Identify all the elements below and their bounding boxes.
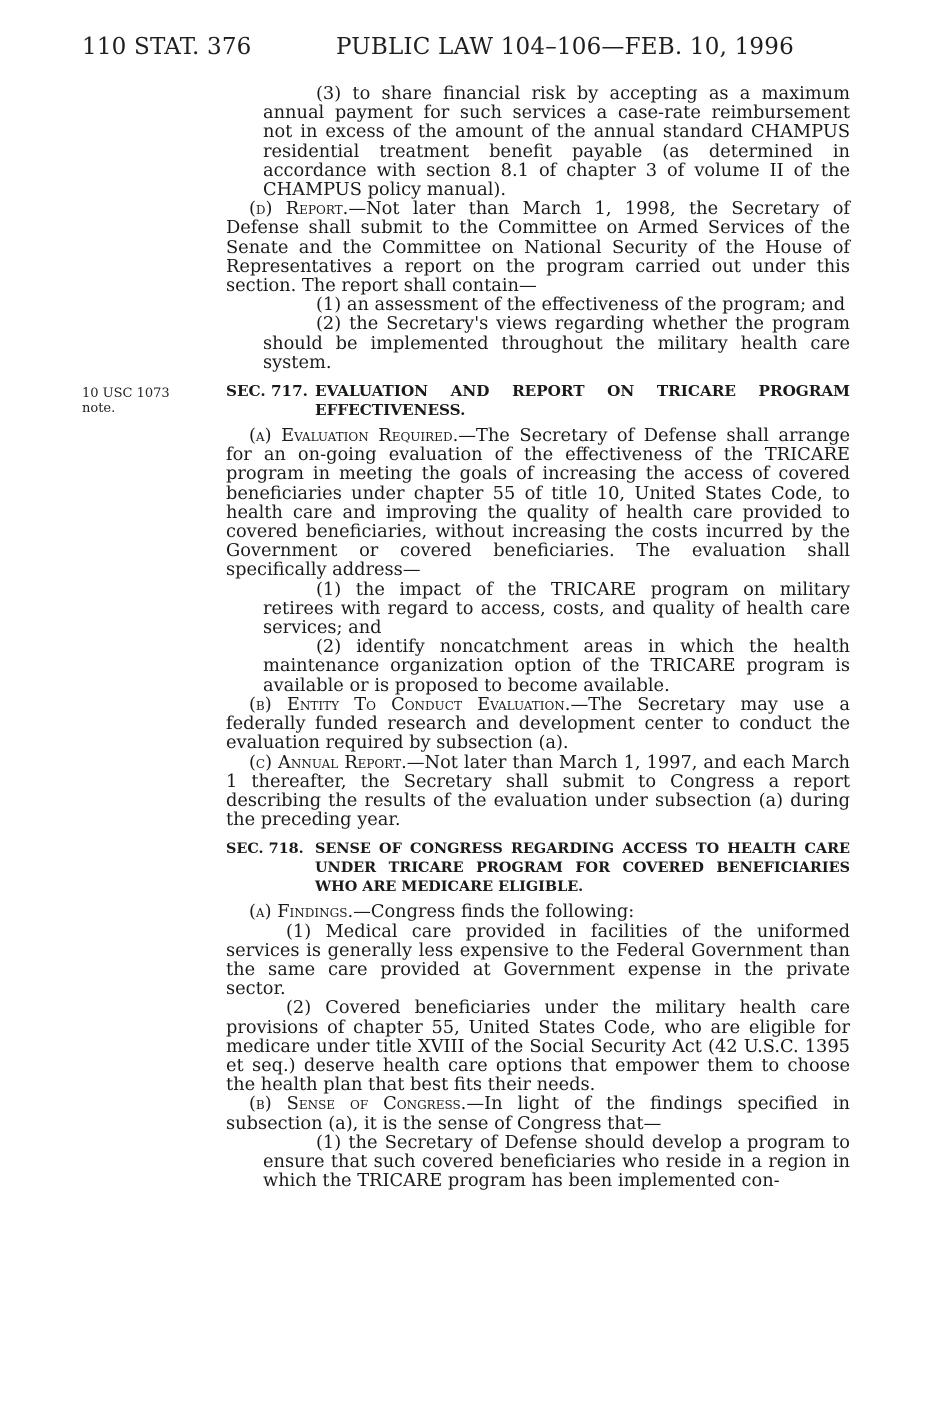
margin-note bbox=[82, 386, 192, 416]
paragraph-716-3: (3) to share financial risk by accepting as a maximum annual payment for such services a case-rate reimbursement not in excess of the amount of the annual standard CHAMPUS residential treatment benefit payable (as determined in accordance with section 8.1 of chapter 3 of volume II of the CHAMPUS policy manual). bbox=[263, 83, 850, 201]
section-title-line: EFFECTIVENESS. bbox=[315, 401, 466, 420]
margin-note-citation: 10 USC 1073 bbox=[82, 386, 170, 401]
section-title-line: EVALUATION AND REPORT ON TRICARE PROGRAM bbox=[315, 382, 850, 401]
subsection-heading: (b) Entity To Conduct Evaluation. bbox=[249, 693, 571, 715]
subsection-717-b bbox=[226, 695, 850, 753]
section-title-line: WHO ARE MEDICARE ELIGIBLE. bbox=[315, 878, 584, 896]
subsection-heading: (d) Report. bbox=[249, 198, 349, 220]
section-title-line: UNDER TRICARE PROGRAM FOR COVERED BENEFICIARIES bbox=[315, 859, 850, 877]
paragraph-718-a1: (1) Medical care provided in facilities of the uniformed services is generally less expensive to the Federal Government than the same care provided at Government expense in the private sector. bbox=[226, 920, 850, 1000]
section-title-line: SENSE OF CONGRESS REGARDING ACCESS TO HEALTH CARE bbox=[315, 840, 850, 858]
subsection-717-c bbox=[226, 753, 850, 830]
subsection-716-d bbox=[226, 199, 850, 295]
subsection-heading: (a) Findings. bbox=[249, 901, 354, 923]
section-number: SEC. 717. bbox=[226, 382, 308, 401]
section-heading-717 bbox=[226, 382, 850, 420]
subsection-718-b bbox=[226, 1094, 850, 1132]
paragraph-718-a2: (2) Covered beneficiaries under the military health care provisions of chapter 55, United States Code, who are eligible for medicare under title XVIII of the Social Security Act (42 U.S.C. 1395 et seq.) deserve health care options that empower them to choose the health plan that best fits their needs. bbox=[226, 997, 850, 1096]
subsection-heading: (c) Annual Report. bbox=[249, 751, 407, 773]
paragraph-717-a1: (1) the impact of the TRICARE program on military retirees with regard to access, costs, and quality of health care services; and bbox=[263, 578, 850, 639]
section-heading-718 bbox=[226, 839, 850, 896]
margin-note-label: note. bbox=[82, 401, 116, 416]
subsection-text: —The Secretary may use a federally funded research and development center to conduct the evaluation required by subsection (a). bbox=[226, 693, 850, 754]
subsection-heading: (b) Sense of Congress. bbox=[249, 1093, 467, 1115]
body-text bbox=[226, 84, 850, 1190]
statute-page-number: 110 STAT. 376 bbox=[82, 34, 252, 60]
paragraph-718-b1: (1) the Secretary of Defense should develop a program to ensure that such covered beneficiaries who reside in a region in which the TRICARE program has been implemented con- bbox=[263, 1131, 850, 1192]
subsection-717-a bbox=[226, 426, 850, 580]
paragraph-716-d2: (2) the Secretary's views regarding whether the program should be implemented throughout the military health care system. bbox=[263, 313, 850, 373]
section-number: SEC. 718. bbox=[226, 840, 304, 858]
subsection-text: —Congress finds the following: bbox=[353, 901, 635, 923]
paragraph-716-d1: (1) an assessment of the effectiveness of the program; and bbox=[316, 294, 846, 316]
subsection-text: —Not later than March 1, 1997, and each March 1 thereafter, the Secretary shall submit to Congress a report describing the results of the evaluation under subsection (a) during the preceding year. bbox=[226, 751, 851, 831]
subsection-text: —Not later than March 1, 1998, the Secretary of Defense shall submit to the Committee on Armed Services of the Senate and the Committee on National Security of the House of Representatives a report on the program carried out under this section. The report shall contain— bbox=[226, 198, 850, 297]
subsection-text: —In light of the findings specified in subsection (a), it is the sense of Congress that— bbox=[226, 1093, 850, 1134]
running-header-title: PUBLIC LAW 104–106—FEB. 10, 1996 bbox=[336, 34, 794, 60]
subsection-718-a bbox=[226, 902, 850, 921]
paragraph-717-a2: (2) identify noncatchment areas in which the health maintenance organization option of the TRICARE program is available or is proposed to become available. bbox=[263, 636, 850, 696]
subsection-text: —The Secretary of Defense shall arrange for an on-going evaluation of the effectiveness of the TRICARE program in meeting the goals of increasing the access of covered beneficiaries under chapter 55 of title 10, United States Code, to health care and improving the quality of health care provided to covered beneficiaries, without increasing the costs incurred by the Government or covered beneficiaries. The evaluation shall specifically address— bbox=[226, 425, 850, 581]
subsection-heading: (a) Evaluation Required. bbox=[249, 425, 459, 447]
